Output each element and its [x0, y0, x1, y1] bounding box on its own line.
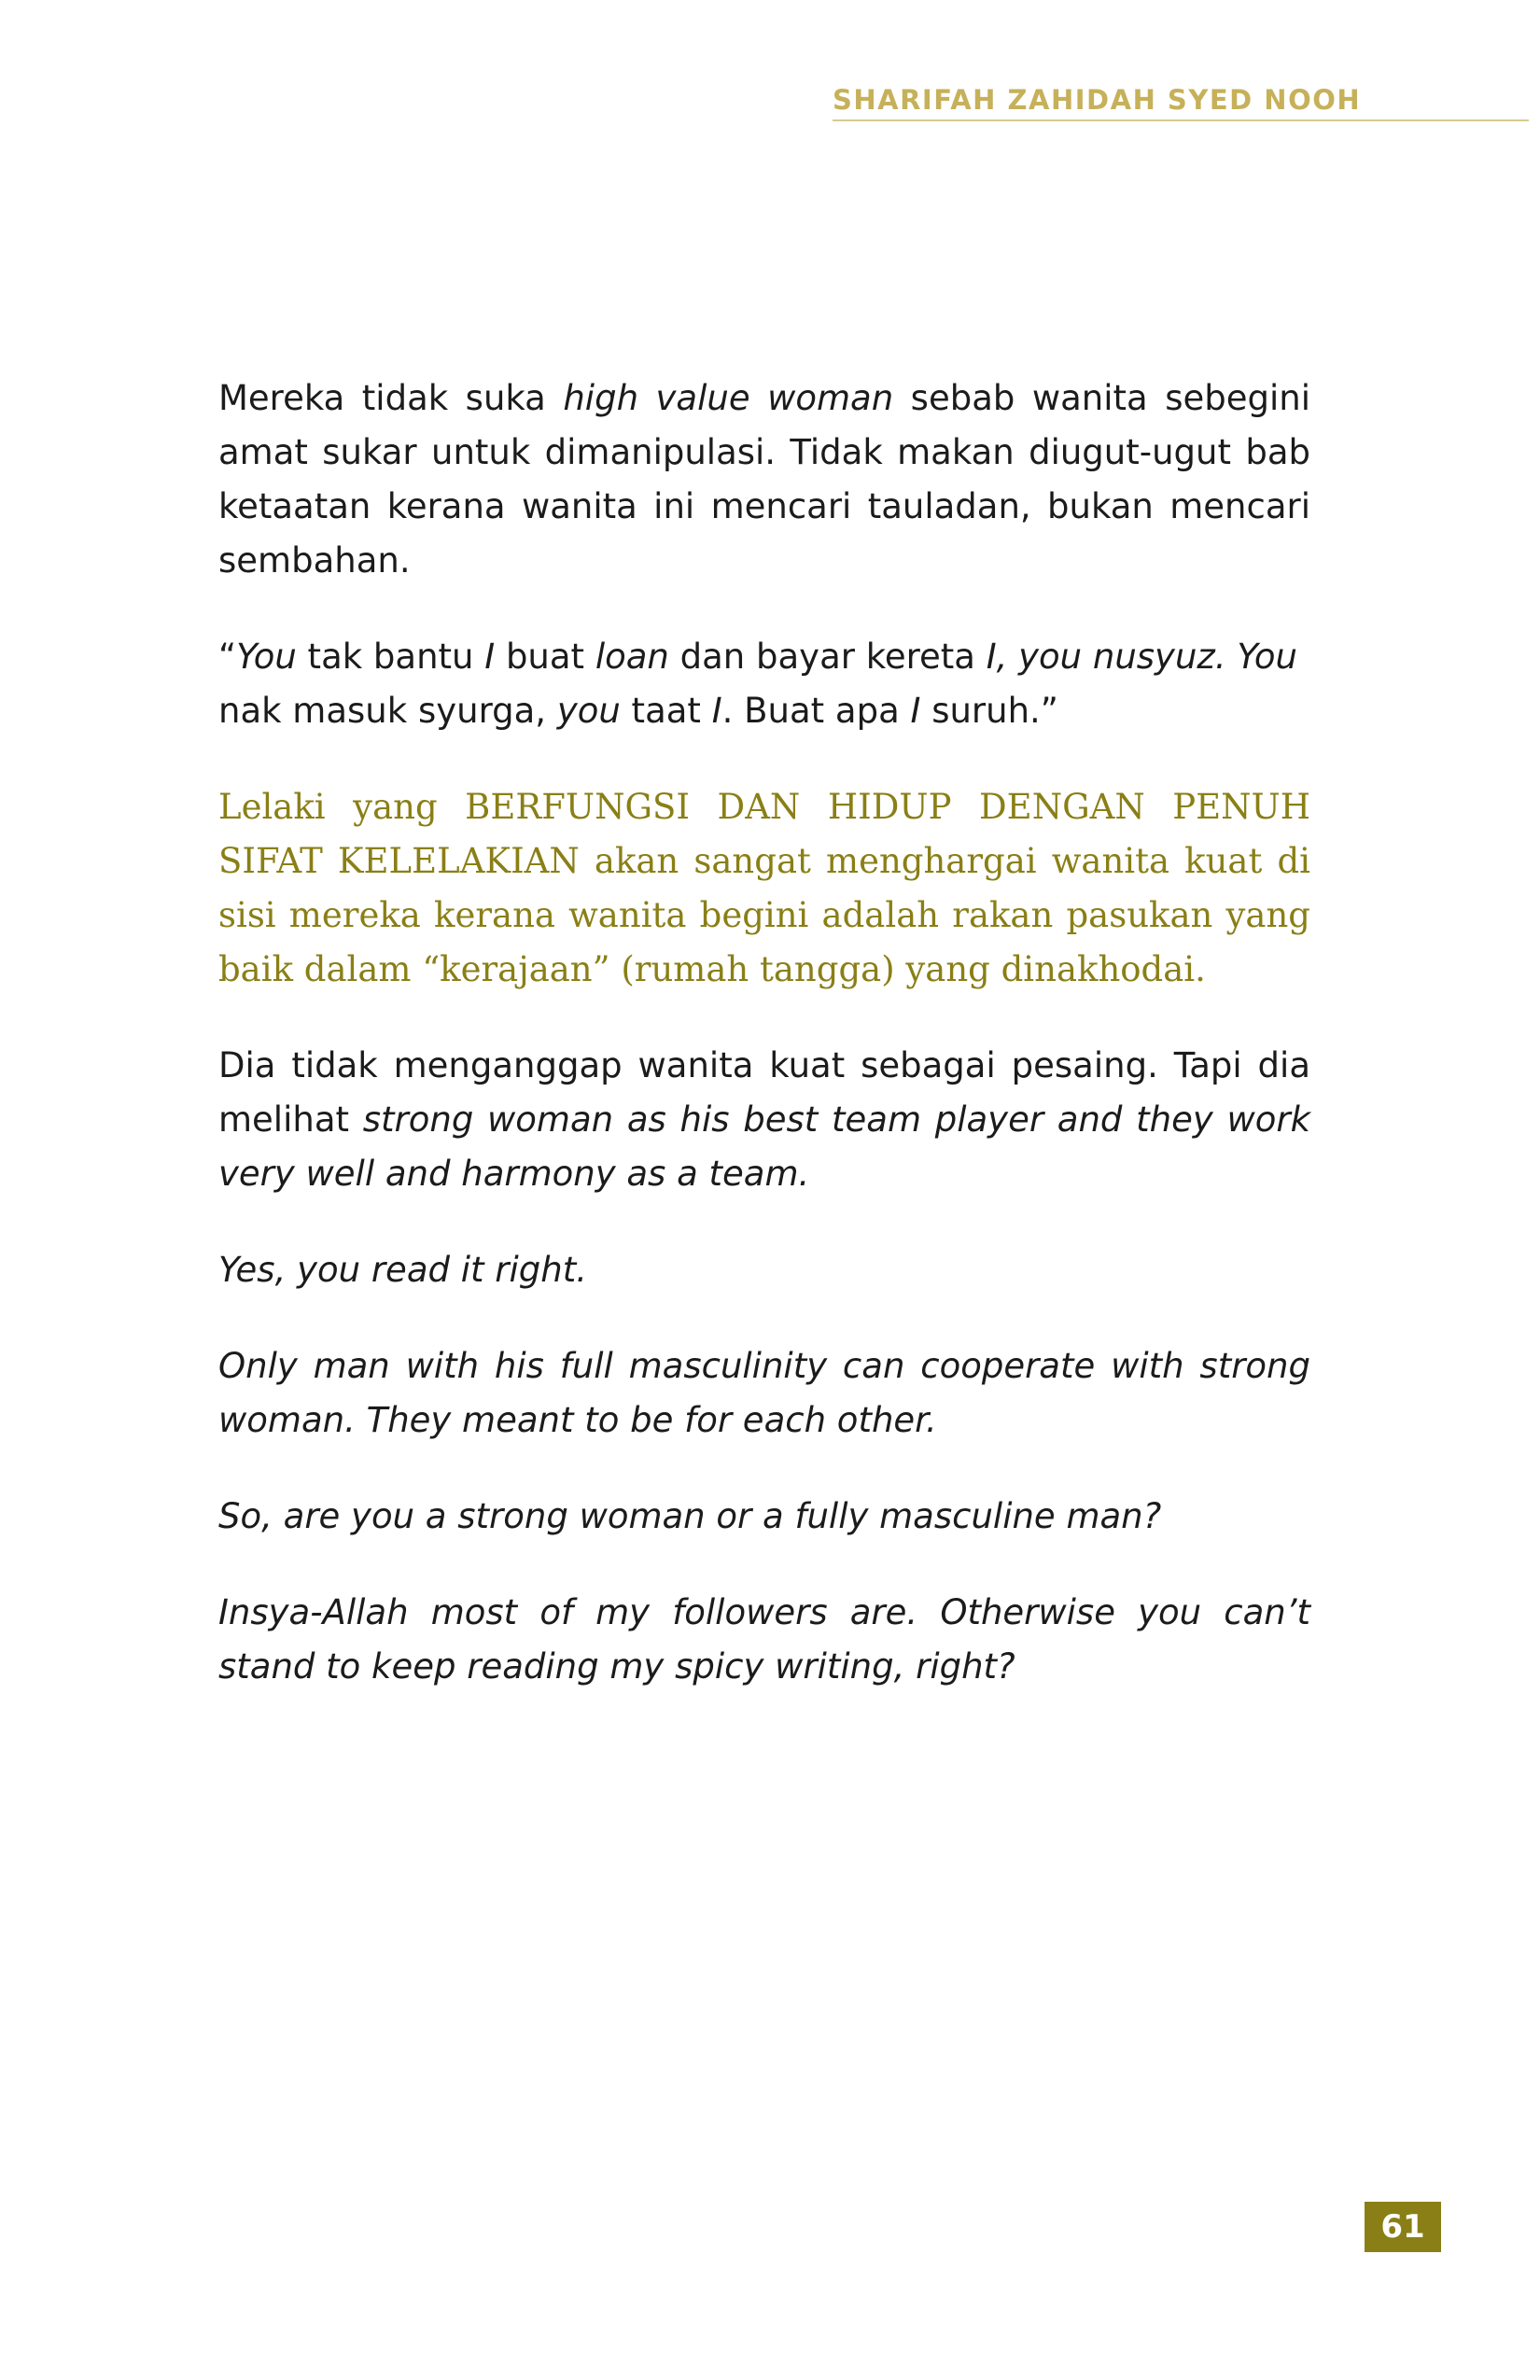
paragraph-4-text-b: strong woman as his best team player and they work very well and harmony as a team. — [218, 1099, 1310, 1194]
quote-part-b: You — [236, 637, 297, 677]
quote-part-o: suruh.” — [920, 691, 1058, 731]
paragraph-2-quote — [218, 630, 1310, 738]
running-header-author: SHARIFAH ZAHIDAH SYED NOOH — [833, 84, 1362, 116]
paragraph-1-text-a: Mereka tidak suka — [218, 378, 564, 418]
paragraph-3-highlight: Lelaki yang BERFUNGSI DAN HIDUP DENGAN PENUH SIFAT KELELAKIAN akan sangat menghargai wanita kuat di sisi mereka kerana wanita begini adalah rakan pasukan yang baik dalam “kerajaan” (rumah tangga) yang dinakhodai. — [218, 787, 1310, 989]
paragraph-7: So, are you a strong woman or a fully masculine man? — [218, 1496, 1162, 1536]
paragraph-1 — [218, 371, 1310, 588]
quote-part-j: you — [556, 691, 621, 731]
paragraph-5: Yes, you read it right. — [218, 1250, 587, 1290]
quote-part-h: I, you nusyuz. You — [986, 637, 1297, 677]
quote-part-k: taat — [620, 691, 712, 731]
quote-part-n: I — [910, 691, 921, 731]
quote-part-i: nak masuk syurga, — [218, 691, 557, 731]
quote-part-e: buat — [495, 637, 595, 677]
paragraph-4 — [218, 1039, 1310, 1201]
quote-part-l: I — [711, 691, 722, 731]
quote-part-m: . Buat apa — [721, 691, 911, 731]
paragraph-1-text-b: high value woman — [563, 378, 894, 418]
paragraph-8: Insya-Allah most of my followers are. Otherwise you can’t stand to keep reading my spicy writing, right? — [218, 1592, 1310, 1687]
quote-part-c: tak bantu — [296, 637, 485, 677]
paragraph-4-text-a: Dia tidak menganggap wanita kuat sebagai pesaing. Tapi dia melihat — [218, 1045, 1310, 1140]
page-number-badge: 61 — [1365, 2202, 1441, 2252]
body-text — [218, 371, 1310, 1736]
header-rule — [833, 119, 1529, 121]
quote-part-d: I — [484, 637, 496, 677]
quote-part-a: “ — [218, 637, 237, 677]
paragraph-1-text-c: sebab wanita sebegini amat sukar untuk dimanipulasi. Tidak makan diugut-ugut bab ketaatan kerana wanita ini mencari tauladan, bukan mencari sembahan. — [218, 378, 1310, 581]
quote-part-f: loan — [595, 637, 669, 677]
paragraph-6: Only man with his full masculinity can cooperate with strong woman. They meant to be for each other. — [218, 1346, 1310, 1440]
quote-part-g: dan bayar kereta — [668, 637, 987, 677]
